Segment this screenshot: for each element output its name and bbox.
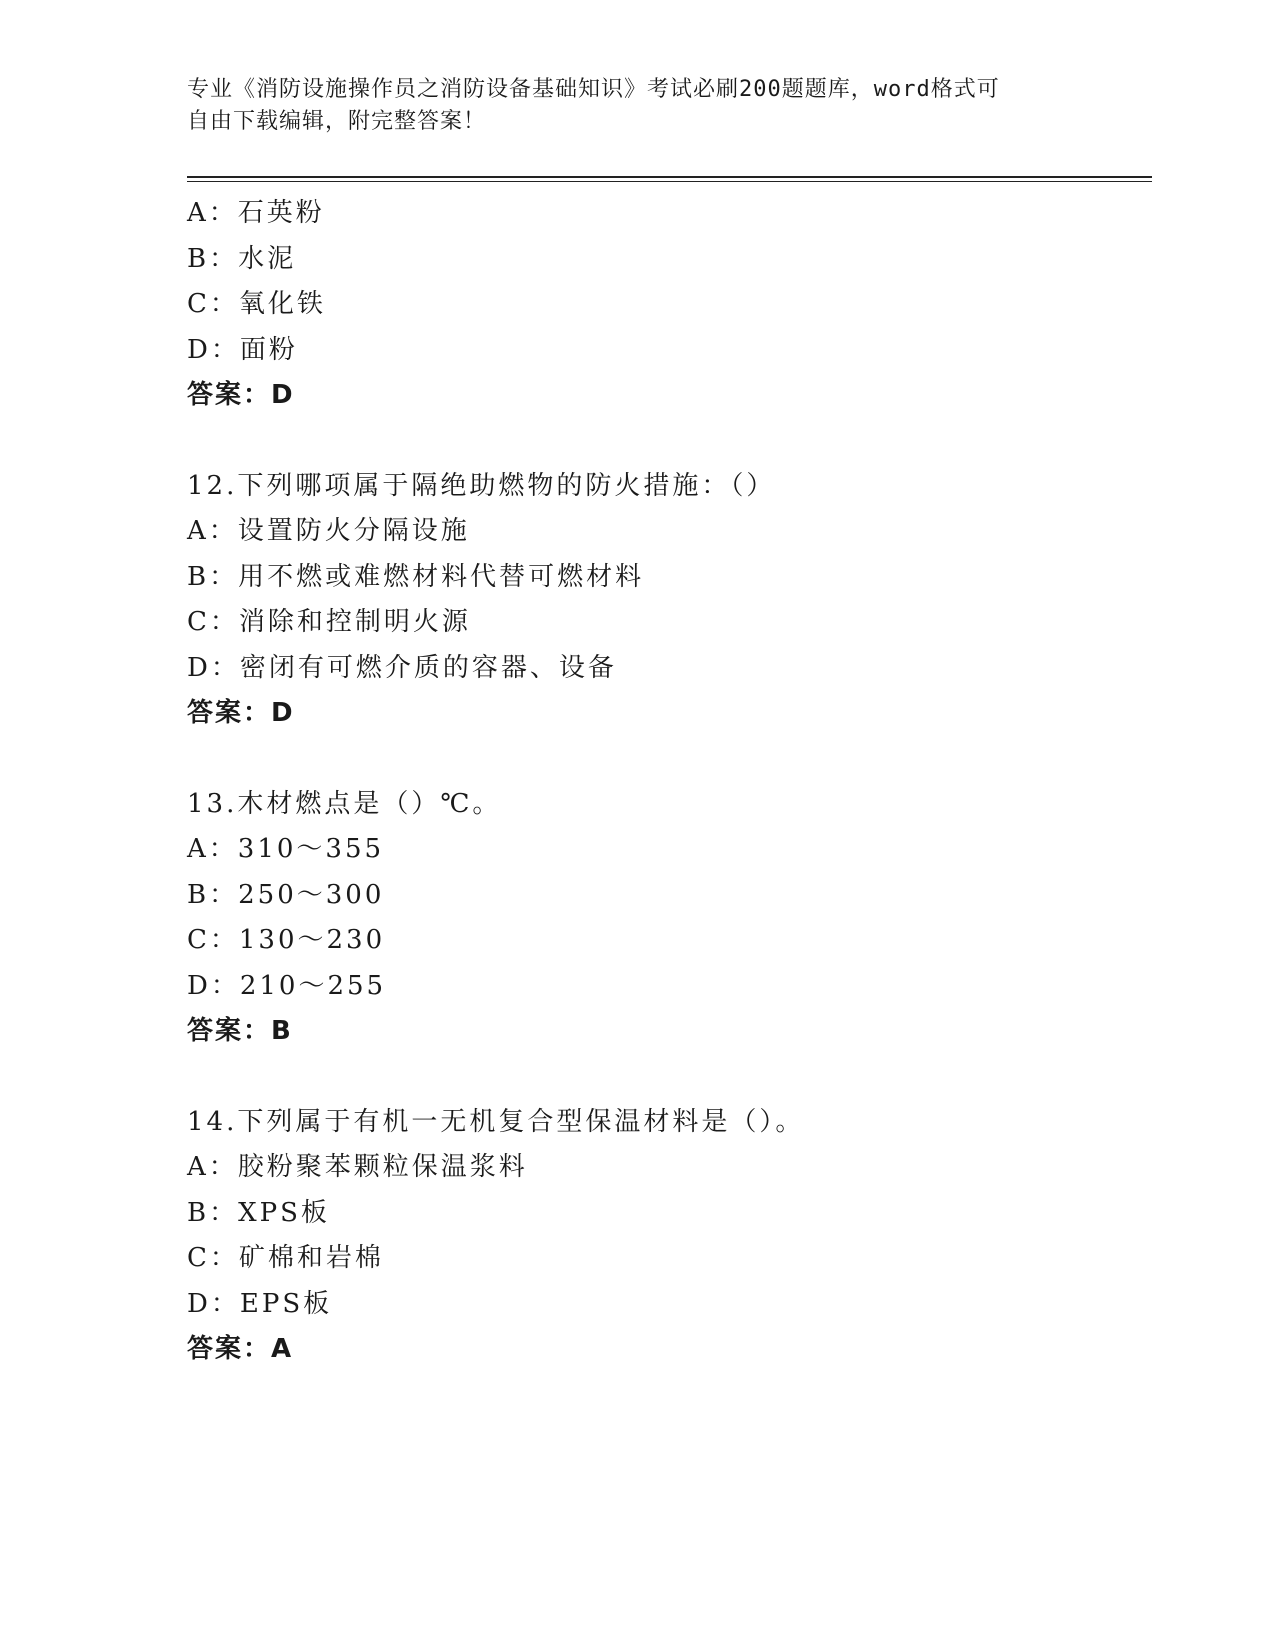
document-header xyxy=(187,74,1087,138)
option-d: D：密闭有可燃介质的容器、设备 xyxy=(187,652,617,683)
option-c: C：矿棉和岩棉 xyxy=(187,1243,384,1273)
option-a: A：石英粉 xyxy=(187,198,325,228)
option-b: B：XPS板 xyxy=(187,1197,330,1228)
answer-line: 答案：D xyxy=(187,698,295,728)
option-d: D：EPS板 xyxy=(187,1288,333,1319)
header-divider xyxy=(187,176,1152,182)
option-b: B：水泥 xyxy=(187,243,297,274)
question-spacer xyxy=(187,1055,1147,1100)
header-line-2: 自由下载编辑，附完整答案！ xyxy=(187,109,487,134)
question-title: 13.木材燃点是（）℃。 xyxy=(187,788,502,819)
question-11 xyxy=(187,191,1147,419)
question-list xyxy=(187,191,1147,1373)
option-b: B：用不燃或难燃材料代替可燃材料 xyxy=(187,561,645,592)
option-a: A：胶粉聚苯颗粒保温浆料 xyxy=(187,1152,528,1182)
question-spacer xyxy=(187,419,1147,464)
question-13 xyxy=(187,782,1147,1055)
answer-line: 答案：D xyxy=(187,380,295,410)
question-14 xyxy=(187,1100,1147,1373)
option-d: D：210～255 xyxy=(187,970,387,1001)
question-title: 12.下列哪项属于隔绝助燃物的防火措施：（） xyxy=(187,470,776,501)
option-d: D：面粉 xyxy=(187,334,298,365)
header-line-1: 专业《消防设施操作员之消防设备基础知识》考试必刷200题题库，word格式可 xyxy=(187,77,1000,102)
question-12 xyxy=(187,464,1147,737)
option-b: B：250～300 xyxy=(187,879,385,910)
question-title: 14.下列属于有机一无机复合型保温材料是（）。 xyxy=(187,1106,805,1137)
option-c: C：氧化铁 xyxy=(187,289,326,319)
answer-line: 答案：A xyxy=(187,1334,294,1364)
option-a: A：310～355 xyxy=(187,834,385,864)
option-c: C：130～230 xyxy=(187,925,386,955)
option-c: C：消除和控制明火源 xyxy=(187,607,471,637)
question-spacer xyxy=(187,737,1147,782)
answer-line: 答案：B xyxy=(187,1016,293,1046)
option-a: A：设置防火分隔设施 xyxy=(187,516,470,546)
